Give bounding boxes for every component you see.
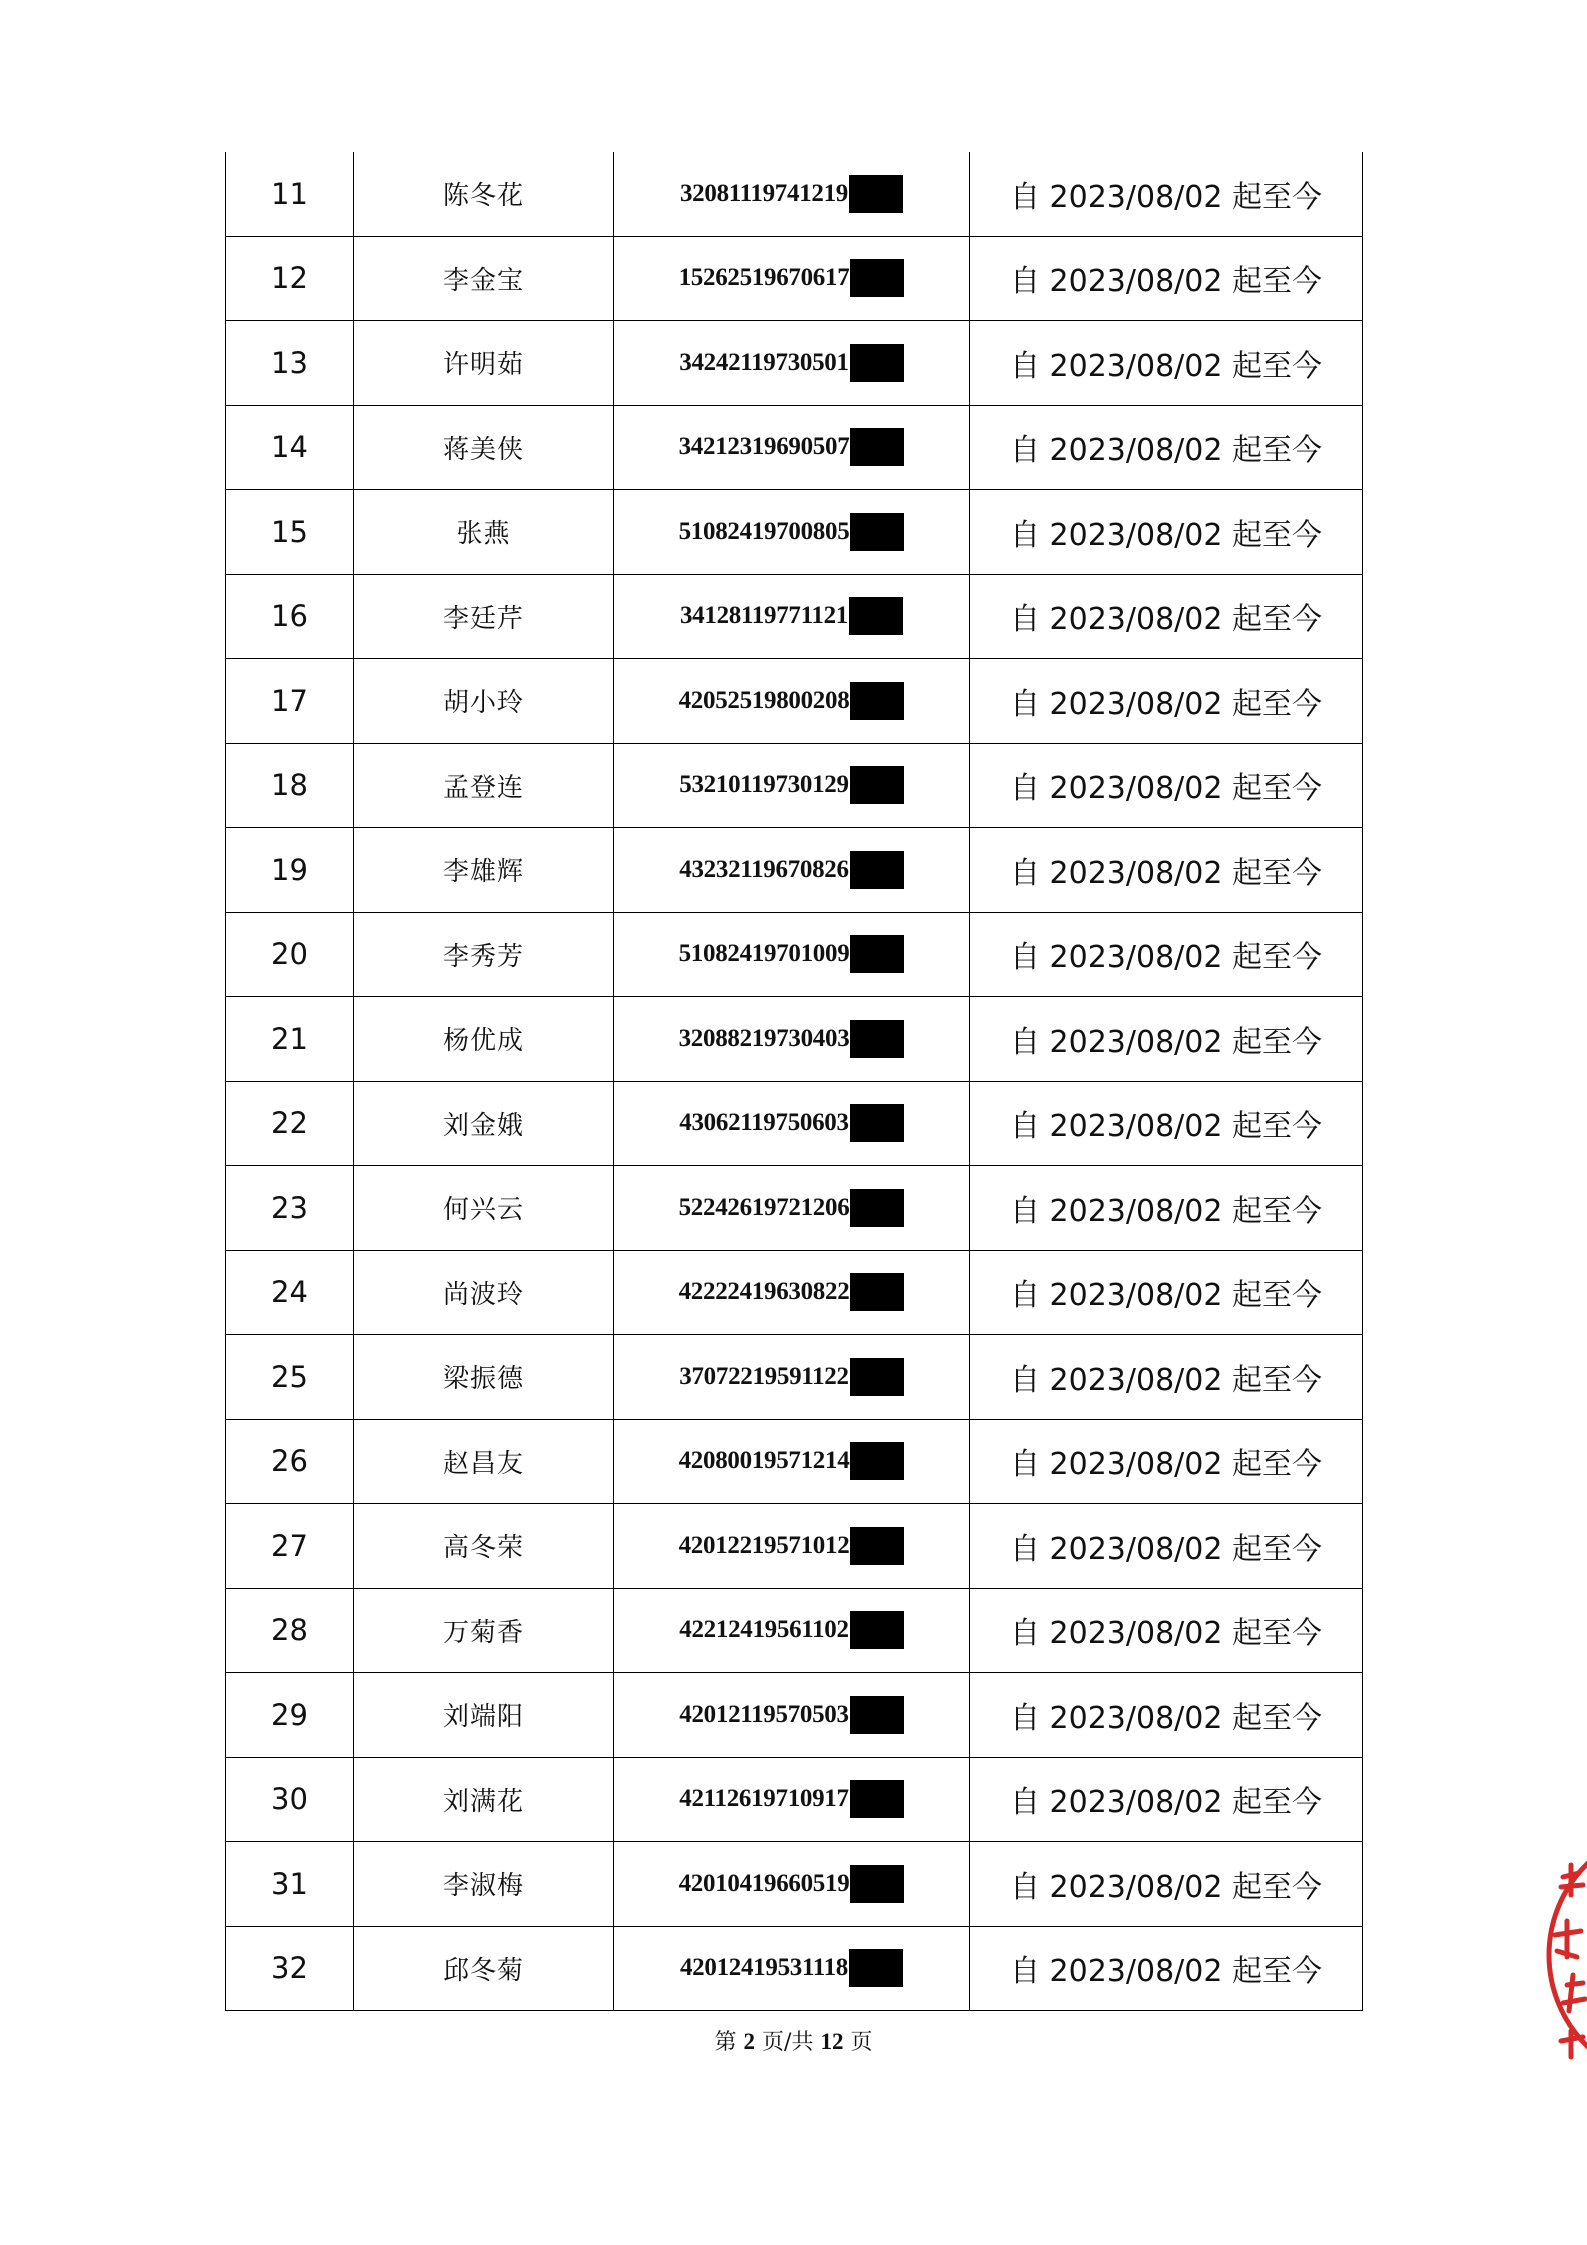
redaction-block xyxy=(850,513,904,551)
employment-period: 自 2023/08/02 起至今 xyxy=(970,1335,1363,1420)
redaction-block xyxy=(850,1020,904,1058)
employment-period: 自 2023/08/02 起至今 xyxy=(970,1504,1363,1589)
person-name: 杨优成 xyxy=(354,997,614,1082)
id-number-cell xyxy=(614,828,970,913)
redaction-block xyxy=(850,428,904,466)
id-number-cell xyxy=(614,574,970,659)
person-name: 张燕 xyxy=(354,490,614,575)
row-number: 14 xyxy=(226,405,354,490)
employment-period: 自 2023/08/02 起至今 xyxy=(970,828,1363,913)
person-name: 李淑梅 xyxy=(354,1842,614,1927)
redaction-block xyxy=(850,344,904,382)
id-number-cell xyxy=(614,912,970,997)
id-number-wrapper xyxy=(679,1611,903,1649)
person-name: 李金宝 xyxy=(354,236,614,321)
employment-period: 自 2023/08/02 起至今 xyxy=(970,1081,1363,1166)
employment-period: 自 2023/08/02 起至今 xyxy=(970,1842,1363,1927)
id-number-wrapper xyxy=(679,513,905,551)
roster-table-body xyxy=(226,152,1363,2011)
id-number-cell xyxy=(614,1166,970,1251)
row-number: 28 xyxy=(226,1588,354,1673)
id-number-cell xyxy=(614,1673,970,1758)
redaction-block xyxy=(850,1273,904,1311)
redaction-block xyxy=(850,851,904,889)
redaction-block xyxy=(850,1611,904,1649)
redaction-block xyxy=(850,935,904,973)
table-row xyxy=(226,574,1363,659)
row-number: 25 xyxy=(226,1335,354,1420)
seal-stamp-icon xyxy=(1527,1835,1587,2085)
id-number-wrapper xyxy=(680,1949,903,1987)
employment-period: 自 2023/08/02 起至今 xyxy=(970,912,1363,997)
id-number-cell xyxy=(614,1419,970,1504)
table-row xyxy=(226,1504,1363,1589)
employment-period: 自 2023/08/02 起至今 xyxy=(970,1926,1363,2011)
table-row xyxy=(226,1588,1363,1673)
redaction-block xyxy=(850,1696,904,1734)
id-number-prefix: 53210119730129 xyxy=(679,771,849,799)
id-number-prefix: 42052519800208 xyxy=(678,686,850,714)
footer-current-page: 2 xyxy=(743,2029,756,2054)
employment-period: 自 2023/08/02 起至今 xyxy=(970,1757,1363,1842)
id-number-prefix: 37072219591122 xyxy=(679,1362,849,1390)
redaction-block xyxy=(850,1104,904,1142)
id-number-cell xyxy=(614,743,970,828)
id-number-cell xyxy=(614,1081,970,1166)
id-number-wrapper xyxy=(679,1189,905,1227)
row-number: 19 xyxy=(226,828,354,913)
id-number-prefix: 42080019571214 xyxy=(678,1447,850,1475)
employment-period: 自 2023/08/02 起至今 xyxy=(970,1673,1363,1758)
row-number: 30 xyxy=(226,1757,354,1842)
row-number: 22 xyxy=(226,1081,354,1166)
id-number-cell xyxy=(614,659,970,744)
table-row xyxy=(226,236,1363,321)
id-number-prefix: 52242619721206 xyxy=(678,1193,850,1221)
employment-period: 自 2023/08/02 起至今 xyxy=(970,405,1363,490)
row-number: 21 xyxy=(226,997,354,1082)
redaction-block xyxy=(850,1442,904,1480)
row-number: 18 xyxy=(226,743,354,828)
footer-total-pages: 12 xyxy=(820,2029,844,2054)
id-number-prefix: 42012119570503 xyxy=(679,1700,849,1728)
row-number: 26 xyxy=(226,1419,354,1504)
id-number-wrapper xyxy=(679,682,905,720)
table-row xyxy=(226,152,1363,236)
redaction-block xyxy=(850,1865,904,1903)
table-row xyxy=(226,1166,1363,1251)
id-number-wrapper xyxy=(679,935,905,973)
person-name: 李廷芹 xyxy=(354,574,614,659)
id-number-wrapper xyxy=(679,259,905,297)
redaction-block xyxy=(850,1358,904,1396)
page-footer xyxy=(0,2025,1587,2056)
id-number-prefix: 34212319690507 xyxy=(678,433,850,461)
person-name: 孟登连 xyxy=(354,743,614,828)
id-number-cell xyxy=(614,1926,970,2011)
person-name: 赵昌友 xyxy=(354,1419,614,1504)
id-number-wrapper xyxy=(679,766,903,804)
id-number-prefix: 43062119750603 xyxy=(679,1109,849,1137)
row-number: 27 xyxy=(226,1504,354,1589)
id-number-wrapper xyxy=(679,1865,905,1903)
row-number: 17 xyxy=(226,659,354,744)
roster-table xyxy=(225,152,1363,2011)
id-number-prefix: 42012419531118 xyxy=(679,1954,849,1982)
id-number-wrapper xyxy=(679,1104,903,1142)
employment-period: 自 2023/08/02 起至今 xyxy=(970,236,1363,321)
table-row xyxy=(226,1335,1363,1420)
table-row xyxy=(226,743,1363,828)
employment-period: 自 2023/08/02 起至今 xyxy=(970,659,1363,744)
row-number: 29 xyxy=(226,1673,354,1758)
table-row xyxy=(226,1081,1363,1166)
table-row xyxy=(226,1926,1363,2011)
redaction-block xyxy=(849,175,903,213)
table-row xyxy=(226,1419,1363,1504)
person-name: 高冬荣 xyxy=(354,1504,614,1589)
person-name: 许明茹 xyxy=(354,321,614,406)
id-number-wrapper xyxy=(679,1696,903,1734)
row-number: 32 xyxy=(226,1926,354,2011)
id-number-cell xyxy=(614,997,970,1082)
employment-period: 自 2023/08/02 起至今 xyxy=(970,152,1363,236)
row-number: 16 xyxy=(226,574,354,659)
employment-period: 自 2023/08/02 起至今 xyxy=(970,1588,1363,1673)
footer-prefix: 第 xyxy=(714,2030,737,2055)
id-number-wrapper xyxy=(679,344,903,382)
redaction-block xyxy=(849,1949,903,1987)
row-number: 23 xyxy=(226,1166,354,1251)
row-number: 12 xyxy=(226,236,354,321)
id-number-cell xyxy=(614,236,970,321)
id-number-wrapper xyxy=(679,1442,905,1480)
person-name: 梁振德 xyxy=(354,1335,614,1420)
id-number-wrapper xyxy=(679,1358,903,1396)
table-row xyxy=(226,912,1363,997)
id-number-wrapper xyxy=(679,1273,905,1311)
id-number-cell xyxy=(614,321,970,406)
employment-period: 自 2023/08/02 起至今 xyxy=(970,1250,1363,1335)
person-name: 尚波玲 xyxy=(354,1250,614,1335)
row-number: 11 xyxy=(226,152,354,236)
id-number-cell xyxy=(614,1335,970,1420)
id-number-cell xyxy=(614,1504,970,1589)
redaction-block xyxy=(849,597,903,635)
row-number: 13 xyxy=(226,321,354,406)
id-number-prefix: 32081119741219 xyxy=(679,179,849,207)
person-name: 何兴云 xyxy=(354,1166,614,1251)
person-name: 万菊香 xyxy=(354,1588,614,1673)
id-number-prefix: 32088219730403 xyxy=(678,1024,850,1052)
id-number-wrapper xyxy=(679,1527,905,1565)
id-number-cell xyxy=(614,1250,970,1335)
row-number: 31 xyxy=(226,1842,354,1927)
footer-suffix: 页 xyxy=(850,2030,873,2055)
id-number-prefix: 51082419701009 xyxy=(678,940,850,968)
id-number-prefix: 43232119670826 xyxy=(679,855,849,883)
person-name: 邱冬菊 xyxy=(354,1926,614,2011)
employment-period: 自 2023/08/02 起至今 xyxy=(970,490,1363,575)
id-number-prefix: 42012219571012 xyxy=(678,1531,850,1559)
person-name: 李雄辉 xyxy=(354,828,614,913)
person-name: 刘端阳 xyxy=(354,1673,614,1758)
employment-period: 自 2023/08/02 起至今 xyxy=(970,1166,1363,1251)
redaction-block xyxy=(850,766,904,804)
id-number-cell xyxy=(614,405,970,490)
id-number-cell xyxy=(614,152,970,236)
id-number-cell xyxy=(614,490,970,575)
id-number-wrapper xyxy=(679,428,905,466)
employment-period: 自 2023/08/02 起至今 xyxy=(970,1419,1363,1504)
id-number-prefix: 42222419630822 xyxy=(678,1278,850,1306)
table-row xyxy=(226,321,1363,406)
redaction-block xyxy=(850,1527,904,1565)
id-number-wrapper xyxy=(679,1020,905,1058)
person-name: 陈冬花 xyxy=(354,152,614,236)
person-name: 李秀芳 xyxy=(354,912,614,997)
id-number-wrapper xyxy=(679,1780,903,1818)
employment-period: 自 2023/08/02 起至今 xyxy=(970,997,1363,1082)
table-row xyxy=(226,1757,1363,1842)
table-row xyxy=(226,828,1363,913)
table-row xyxy=(226,490,1363,575)
employment-period: 自 2023/08/02 起至今 xyxy=(970,321,1363,406)
redaction-block xyxy=(850,1189,904,1227)
table-row xyxy=(226,1250,1363,1335)
table-row xyxy=(226,1842,1363,1927)
id-number-wrapper xyxy=(680,175,903,213)
row-number: 20 xyxy=(226,912,354,997)
id-number-prefix: 34242119730501 xyxy=(679,348,849,376)
footer-middle: 页/共 xyxy=(762,2030,814,2055)
employment-period: 自 2023/08/02 起至今 xyxy=(970,574,1363,659)
table-row xyxy=(226,997,1363,1082)
id-number-prefix: 42010419660519 xyxy=(678,1869,850,1897)
id-number-wrapper xyxy=(679,851,903,889)
redaction-block xyxy=(850,259,904,297)
redaction-block xyxy=(850,1780,904,1818)
id-number-prefix: 51082419700805 xyxy=(678,517,850,545)
id-number-cell xyxy=(614,1757,970,1842)
table-row xyxy=(226,405,1363,490)
redaction-block xyxy=(850,682,904,720)
id-number-wrapper xyxy=(680,597,903,635)
row-number: 24 xyxy=(226,1250,354,1335)
person-name: 胡小玲 xyxy=(354,659,614,744)
official-seal xyxy=(1527,1835,1587,2085)
employment-period: 自 2023/08/02 起至今 xyxy=(970,743,1363,828)
id-number-prefix: 34128119771121 xyxy=(679,602,849,630)
table-row xyxy=(226,659,1363,744)
row-number: 15 xyxy=(226,490,354,575)
id-number-cell xyxy=(614,1842,970,1927)
table-row xyxy=(226,1673,1363,1758)
id-number-prefix: 15262519670617 xyxy=(678,264,850,292)
person-name: 刘金娥 xyxy=(354,1081,614,1166)
person-name: 蒋美侠 xyxy=(354,405,614,490)
id-number-cell xyxy=(614,1588,970,1673)
id-number-prefix: 42212419561102 xyxy=(679,1616,849,1644)
person-name: 刘满花 xyxy=(354,1757,614,1842)
id-number-prefix: 42112619710917 xyxy=(679,1785,849,1813)
